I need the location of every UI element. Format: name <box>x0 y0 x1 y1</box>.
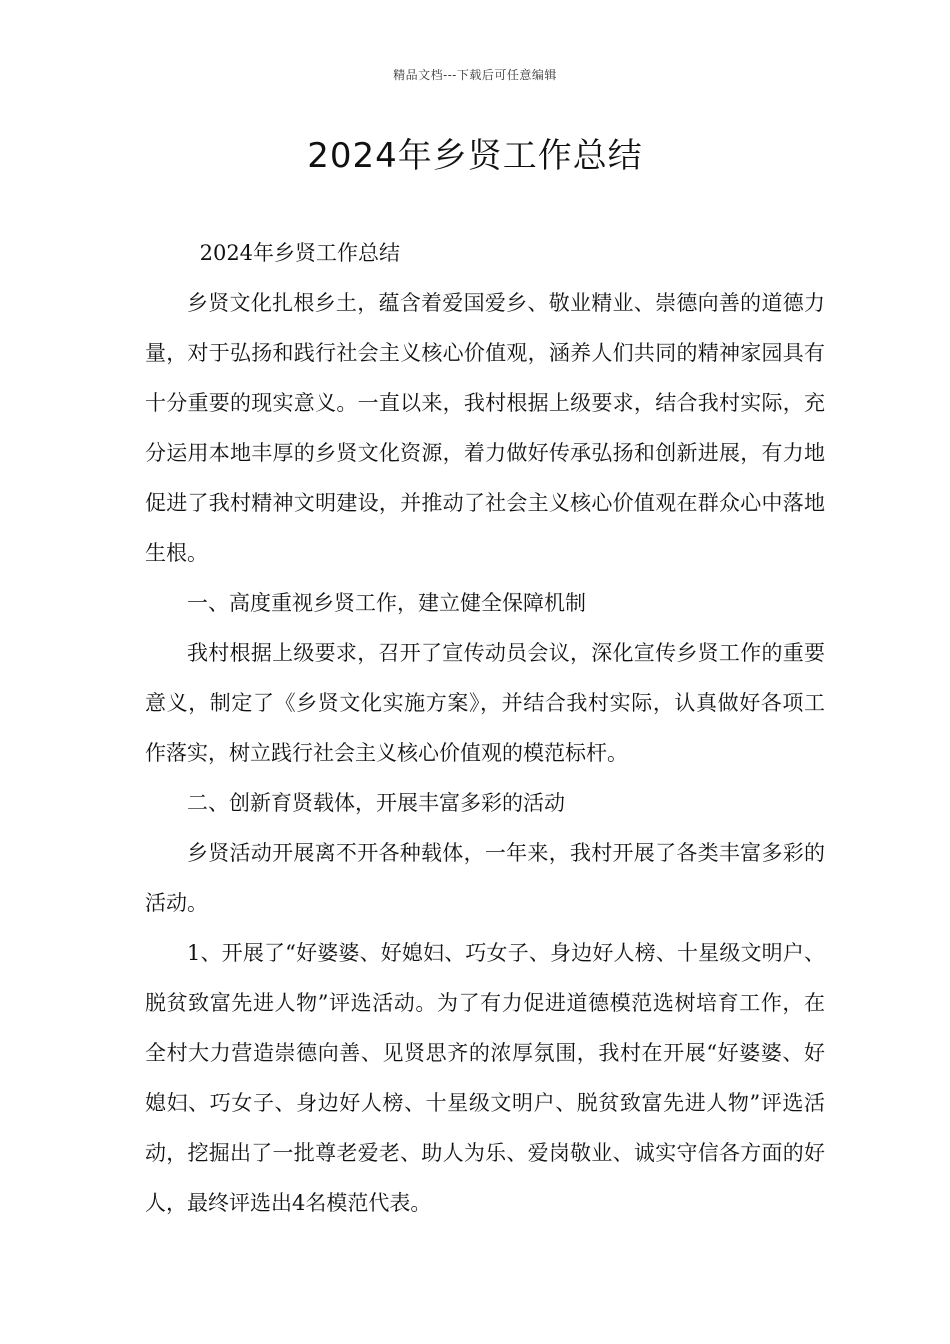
section-heading-2: 二、创新育贤载体，开展丰富多彩的活动 <box>187 791 565 815</box>
document-title: 2024年乡贤工作总结 <box>307 136 643 176</box>
document-subtitle: 2024年乡贤工作总结 <box>199 241 401 265</box>
section-heading-1: 一、高度重视乡贤工作，建立健全保障机制 <box>187 591 586 615</box>
paragraph-section-1: 我村根据上级要求，召开了宣传动员会议，深化宣传乡贤工作的重要意义，制定了《乡贤文化实施方案》，并结合我村实际，认真做好各项工作落实，树立践行社会主义核心价值观的模范标杆。 <box>145 641 825 765</box>
document-body <box>145 228 825 1228</box>
header-note: 精品文档---下载后可任意编辑 <box>393 68 557 82</box>
paragraph-section-2: 乡贤活动开展离不开各种载体，一年来，我村开展了各类丰富多彩的活动。 <box>145 841 825 915</box>
paragraph-intro: 乡贤文化扎根乡土，蕴含着爱国爱乡、敬业精业、崇德向善的道德力量，对于弘扬和践行社会主义核心价值观，涵养人们共同的精神家园具有十分重要的现实意义。一直以来，我村根据上级要求，结合我村实际，充分运用本地丰厚的乡贤文化资源，着力做好传承弘扬和创新进展，有力地促进了我村精神文明建设，并推动了社会主义核心价值观在群众心中落地生根。 <box>145 291 825 565</box>
paragraph-item-1: 1、开展了“好婆婆、好媳妇、巧女子、身边好人榜、十星级文明户、脱贫致富先进人物”评选活动。为了有力促进道德模范选树培育工作，在全村大力营造崇德向善、见贤思齐的浓厚氛围，我村在开展“好婆婆、好媳妇、巧女子、身边好人榜、十星级文明户、脱贫致富先进人物”评选活动，挖掘出了一批尊老爱老、助人为乐、爱岗敬业、诚实守信各方面的好人，最终评选出4名模范代表。 <box>145 941 825 1215</box>
